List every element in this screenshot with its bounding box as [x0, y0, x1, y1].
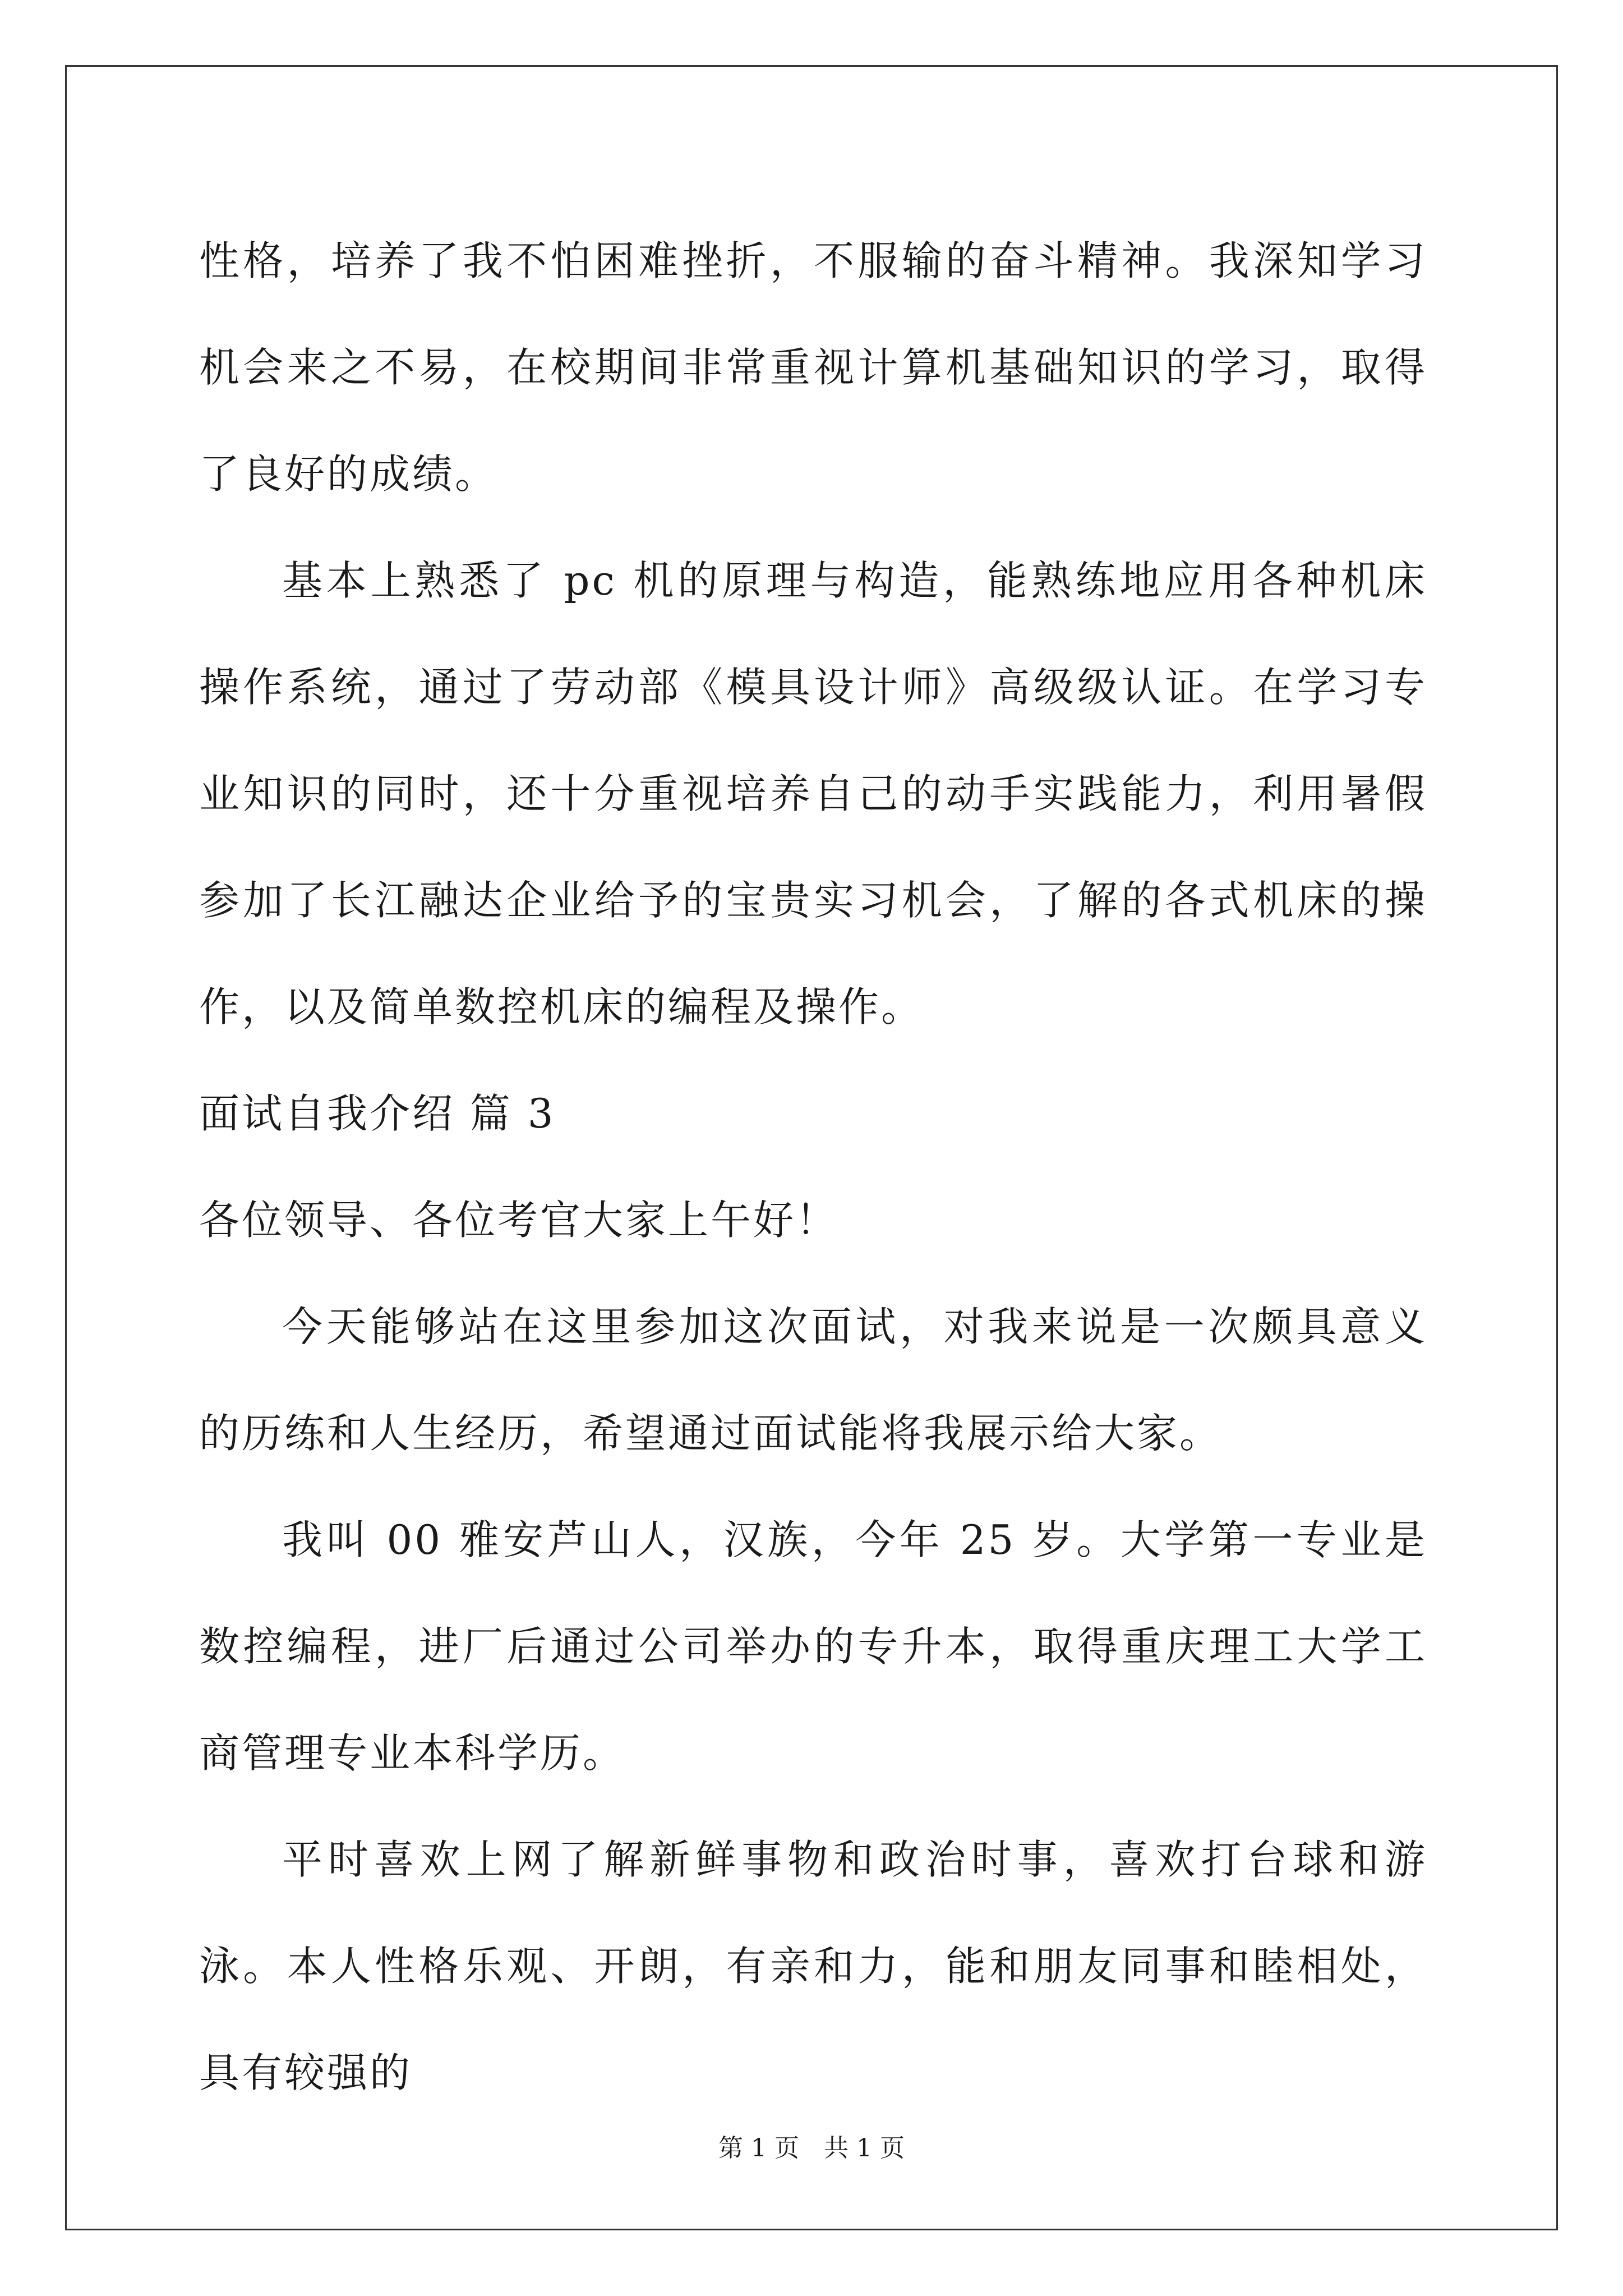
greeting: 各位领导、各位考官大家上午好！ [199, 1197, 839, 1244]
document-body [199, 208, 1427, 2126]
paragraph-1: 性格，培养了我不怕困难挫折，不服输的奋斗精神。我深知学习机会来之不易，在校期间非常重视计算机基础知识的学习，取得了良好的成绩。 [199, 237, 1427, 498]
page-footer: 第 1 页 共 1 页 [718, 2134, 905, 2162]
paragraph-3: 今天能够站在这里参加这次面试，对我来说是一次颇具意义的历练和人生经历，希望通过面试能将我展示给大家。 [199, 1303, 1427, 1457]
section-heading: 面试自我介绍 篇 3 [199, 1090, 556, 1137]
paragraph-5: 平时喜欢上网了解新鲜事物和政治时事，喜欢打台球和游泳。本人性格乐观、开朗，有亲和力，能和朋友同事和睦相处，具有较强的 [199, 1836, 1427, 2096]
paragraph-4: 我叫 00 雅安芦山人，汉族，今年 25 岁。大学第一专业是数控编程，进厂后通过公司举办的专升本，取得重庆理工大学工商管理专业本科学历。 [199, 1516, 1427, 1777]
paragraph-2: 基本上熟悉了 pc 机的原理与构造，能熟练地应用各种机床操作系统，通过了劳动部《模具设计师》高级级认证。在学习专业知识的同时，还十分重视培养自己的动手实践能力，利用暑假参加了长江融达企业给予的宝贵实习机会，了解的各式机床的操作，以及简单数控机床的编程及操作。 [199, 557, 1427, 1030]
